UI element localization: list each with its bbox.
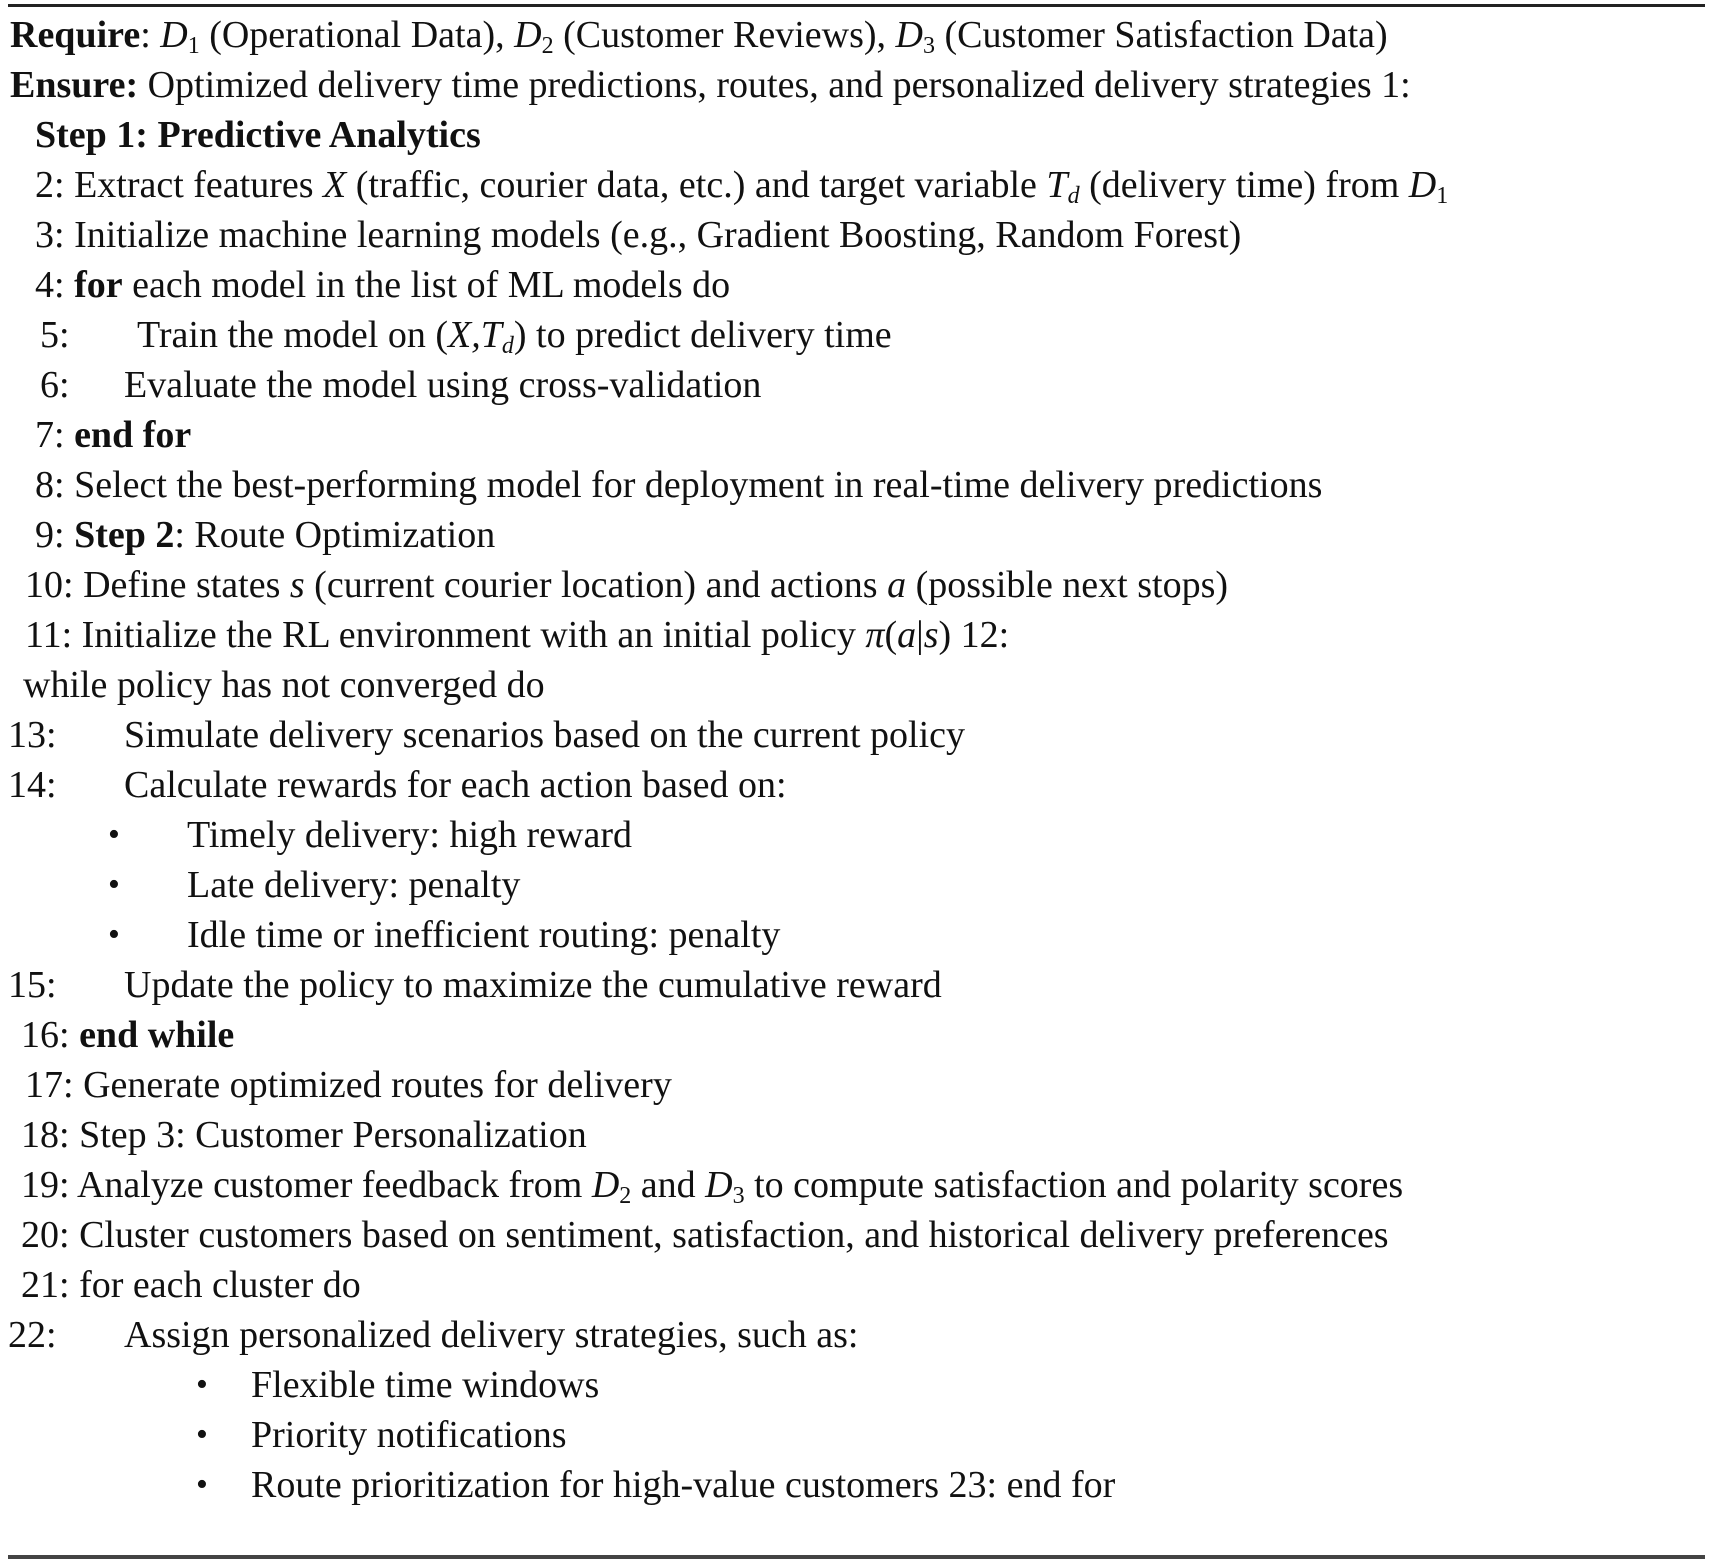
algo-line-8: 8: Select the best-performing model for deployment in real-time delivery predictions <box>35 464 1323 506</box>
algo-line-15-body: Update the policy to maximize the cumulative reward <box>124 964 942 1006</box>
reward-item: Timely delivery: high reward <box>187 814 633 856</box>
algo-line-11: 11: Initialize the RL environment with an initial policy π(a|s) 12: <box>25 614 1010 656</box>
reward-bullet: • <box>108 816 120 853</box>
algo-line-22: 22: <box>8 1314 57 1356</box>
algo-line-16: 16: end while <box>21 1014 235 1056</box>
algo-line-9: 9: Step 2: Route Optimization <box>35 514 496 556</box>
algo-line-19: 19: Analyze customer feedback from $D_2$ and $D_3$ to compute satisfaction and polarity scores <box>21 1164 1404 1209</box>
algo-line-14-body: Calculate rewards for each action based on: <box>124 764 787 806</box>
algo-line-11-continued: while policy has not converged do <box>23 664 545 706</box>
algo-line-13: 13: <box>8 714 57 756</box>
strategy-bullet: • <box>196 1366 208 1403</box>
bottom-rule <box>8 1555 1705 1559</box>
algo-line-3: 3: Initialize machine learning models (e.g., Gradient Boosting, Random Forest) <box>35 214 1242 256</box>
ensure-line: Ensure: Optimized delivery time predictions, routes, and personalized delivery strategies 1: <box>10 64 1411 106</box>
algo-line-14: 14: <box>8 764 57 806</box>
algo-line-15: 15: <box>8 964 57 1006</box>
algo-line-4: 4: for each model in the list of ML models do <box>35 264 731 306</box>
algo-line-20: 20: Cluster customers based on sentiment, satisfaction, and historical delivery preferences <box>21 1214 1389 1256</box>
algo-line-17: 17: Generate optimized routes for delivery <box>25 1064 672 1106</box>
algo-line-2: 2: Extract features X (traffic, courier data, etc.) and target variable $T_d$ (delivery time) from $D_1$ <box>35 164 1449 209</box>
reward-item: Late delivery: penalty <box>187 864 521 906</box>
algo-line-13-body: Simulate delivery scenarios based on the current policy <box>124 714 966 756</box>
algo-line-6-body: Evaluate the model using cross-validation <box>124 364 762 406</box>
algo-line-5: 5: <box>40 314 70 356</box>
algo-line-10: 10: Define states s (current courier location) and actions a (possible next stops) <box>25 564 1229 606</box>
algo-line-5-body: Train the model on $(X,T_d)$ to predict delivery time <box>137 314 892 359</box>
reward-bullet: • <box>108 866 120 903</box>
algo-line-18: 18: Step 3: Customer Personalization <box>21 1114 587 1156</box>
strategy-item: Route prioritization for high-value customers 23: end for <box>251 1464 1116 1506</box>
algo-line-22-body: Assign personalized delivery strategies, such as: <box>124 1314 859 1356</box>
strategy-bullet: • <box>196 1416 208 1453</box>
algo-line-21: 21: for each cluster do <box>21 1264 361 1306</box>
require-line: Require: $D_1$ (Operational Data), $D_2$ (Customer Reviews), $D_3$ (Customer Satisfaction Data) <box>10 14 1388 59</box>
strategy-item: Flexible time windows <box>251 1364 600 1406</box>
strategy-item: Priority notifications <box>251 1414 567 1456</box>
step1-heading: Step 1: Predictive Analytics <box>35 114 481 156</box>
reward-bullet: • <box>108 916 120 953</box>
algo-line-6: 6: <box>40 364 70 406</box>
strategy-bullet: • <box>196 1466 208 1503</box>
algo-line-7: 7: end for <box>35 414 192 456</box>
reward-item: Idle time or inefficient routing: penalty <box>187 914 781 956</box>
